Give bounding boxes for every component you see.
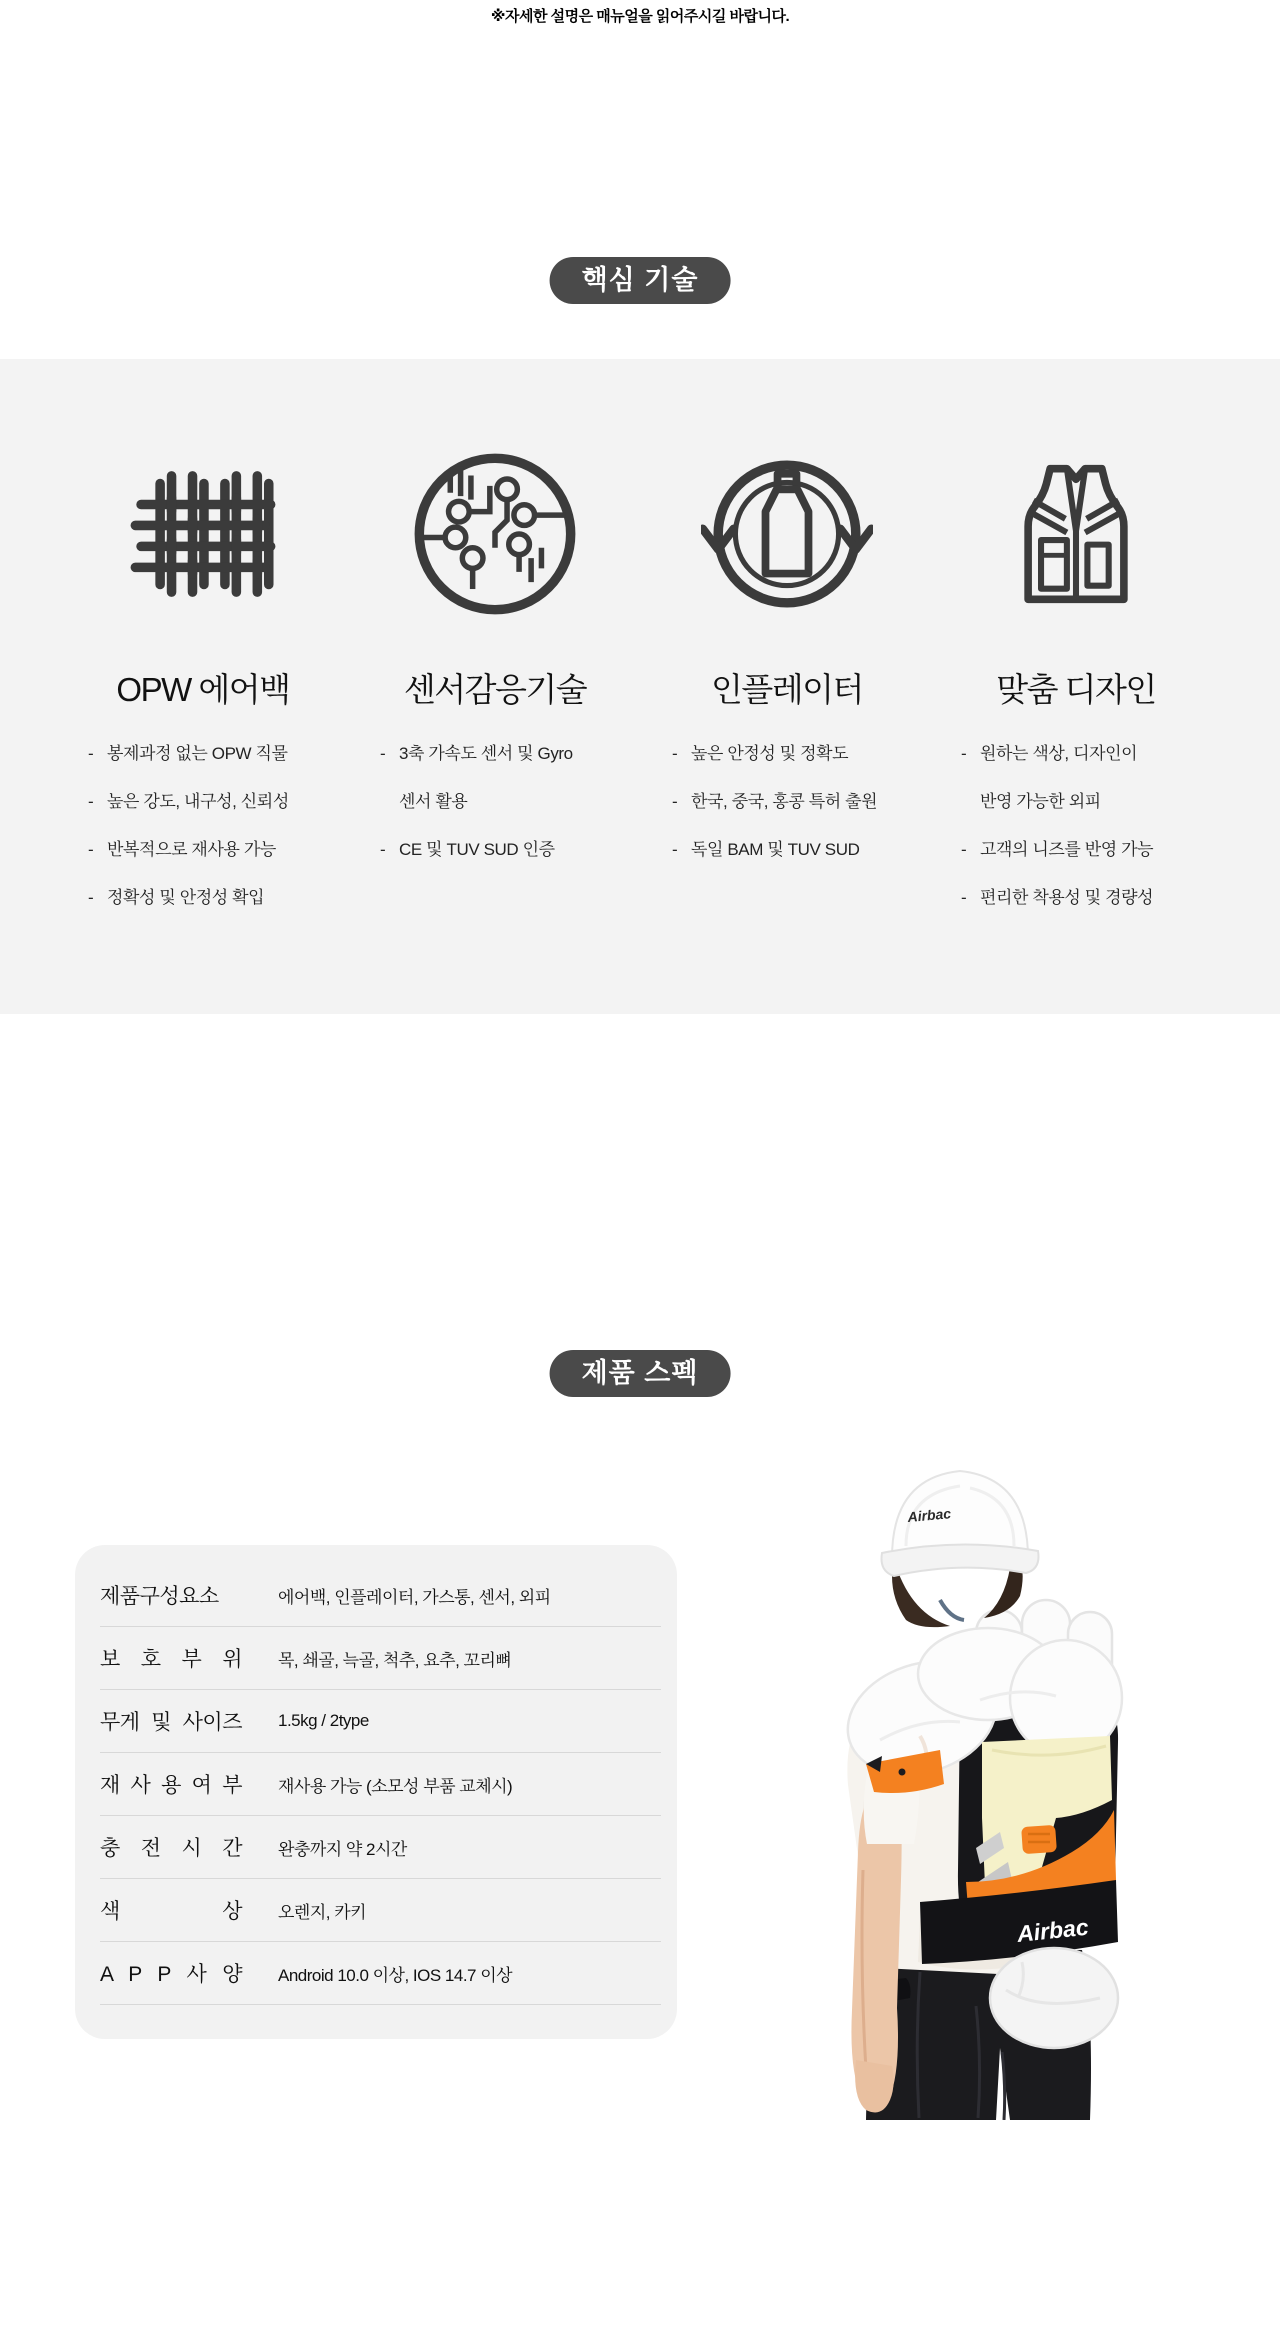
vest-design-icon bbox=[941, 448, 1211, 620]
bullet-item: - 고객의 니즈를 반영 가능 bbox=[961, 840, 1154, 859]
spec-row: 보 호 부 위 목, 쇄골, 늑골, 척추, 요추, 꼬리뼈 bbox=[100, 1627, 661, 1690]
feature-title: 인플레이터 bbox=[711, 671, 863, 708]
spec-row: 무게 및 사이즈 1.5kg / 2type bbox=[100, 1690, 661, 1753]
feature-bullet-list bbox=[941, 743, 1211, 935]
circuit-sensor-icon bbox=[360, 448, 630, 620]
bullet-item: - 반복적으로 재사용 가능 bbox=[88, 840, 276, 859]
feature-title: 맞춤 디자인 bbox=[996, 671, 1156, 708]
manual-notice-text: ※자세한 설명은 매뉴얼을 읽어주시길 바랍니다. bbox=[490, 8, 790, 25]
spec-row: 제품구성요소 에어백, 인플레이터, 가스통, 센서, 외피 bbox=[100, 1564, 661, 1627]
product-photo-airbag-backpack bbox=[770, 1450, 1200, 2120]
feature-title: 센서감응기술 bbox=[403, 671, 587, 708]
bullet-item: - 높은 강도, 내구성, 신뢰성 bbox=[88, 792, 289, 811]
bullet-item: - 높은 안정성 및 정확도 bbox=[672, 744, 849, 763]
spec-row: 재 사 용 여 부 재사용 가능 (소모성 부품 교체시) bbox=[100, 1753, 661, 1816]
bullet-item: - 편리한 착용성 및 경량성 bbox=[961, 888, 1154, 907]
bullet-item: - 한국, 중국, 홍콩 특허 출원 bbox=[672, 792, 878, 811]
bullet-item: 센서 활용 bbox=[399, 792, 468, 811]
inflator-recycle-icon bbox=[652, 448, 922, 620]
bullet-item: - 봉제과정 없는 OPW 직물 bbox=[88, 744, 288, 763]
bullet-item: - 3축 가속도 센서 및 Gyro bbox=[380, 744, 573, 763]
bullet-item: 반영 가능한 외피 bbox=[980, 792, 1101, 811]
weave-fabric-icon bbox=[68, 448, 338, 620]
pack-logo-text: Airbac bbox=[1015, 1913, 1090, 1947]
product-spec-table bbox=[75, 1545, 677, 2039]
core-tech-section bbox=[0, 359, 1280, 1014]
feature-bullet-list bbox=[652, 743, 922, 887]
product-spec-badge: 제품 스펙 bbox=[550, 1350, 731, 1397]
hip-airbag-cushion bbox=[990, 1948, 1118, 2048]
safety-helmet bbox=[882, 1471, 1039, 1576]
feature-column-opw-airbag bbox=[68, 359, 338, 935]
feature-bullet-list bbox=[68, 743, 338, 935]
feature-title: OPW 에어백 bbox=[116, 671, 290, 708]
feature-column-sensor bbox=[360, 359, 630, 887]
spec-row: A P P 사 양 Android 10.0 이상, IOS 14.7 이상 bbox=[100, 1942, 661, 2005]
feature-column-inflator bbox=[652, 359, 922, 887]
spec-row: 색 상 오렌지, 카키 bbox=[100, 1879, 661, 1942]
spec-row: 충 전 시 간 완충까지 약 2시간 bbox=[100, 1816, 661, 1879]
feature-column-design bbox=[941, 359, 1211, 935]
bullet-item: - CE 및 TUV SUD 인증 bbox=[380, 840, 555, 859]
feature-bullet-list bbox=[360, 743, 630, 887]
helmet-logo-text: Airbac bbox=[906, 1505, 952, 1525]
core-tech-badge: 핵심 기술 bbox=[550, 257, 731, 304]
bullet-item: - 정확성 및 안정성 확입 bbox=[88, 888, 265, 907]
bullet-item: - 원하는 색상, 디자인이 bbox=[961, 744, 1138, 763]
bullet-item: - 독일 BAM 및 TUV SUD bbox=[672, 840, 860, 859]
